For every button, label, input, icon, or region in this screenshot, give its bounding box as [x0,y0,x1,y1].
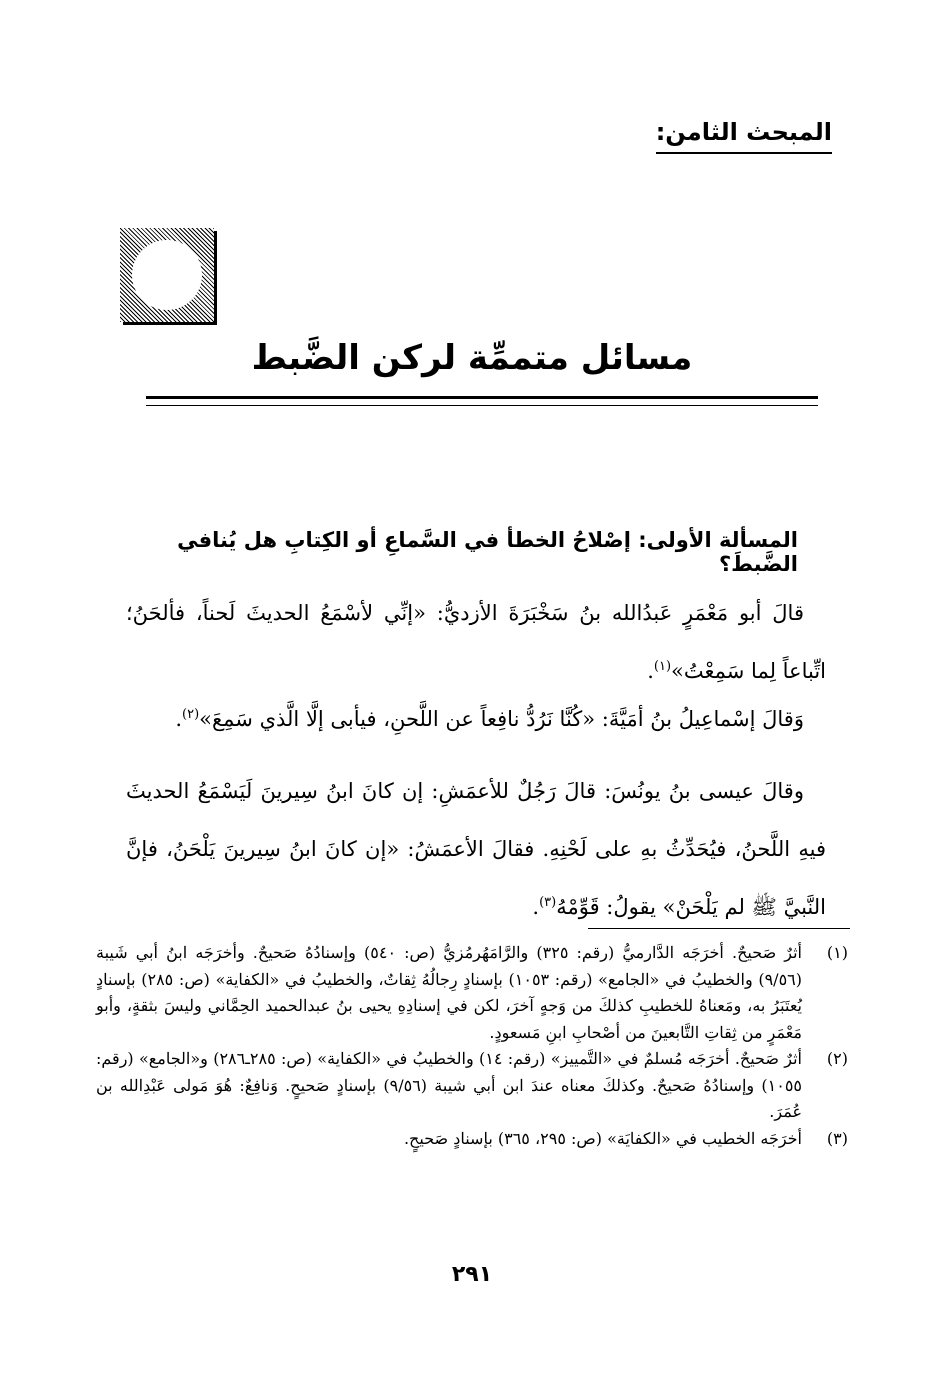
ornament-circle [132,240,202,310]
footnote-number: (٣) [826,1128,848,1148]
title-rule-thin [146,405,818,406]
page-number: ٢٩١ [451,1262,493,1287]
paragraph-end: . [647,659,654,683]
footnote-text: أثرٌ صَحيحٌ. أخرَجَه مُسلمٌ في «التَّمييز» (رقم: ١٤) والخطيبُ في «الكفاية» (ص: ٢٨٥ـ٢٨٦) و«الجامع» (رقم: ١٠٥٥) وإسنادُهُ صَحيحٌ. وكذلكَ معناه عندَ ابن أبي شيبة (٩/٥٦) بإسنادٍ صَحيحٍ. وَنافِعٌ: هُوَ مَولى عَبْدِالله بن عُمَرَ. [96,1049,803,1121]
running-head: المبحث الثامن: [656,118,832,154]
body-paragraph [126,762,826,936]
paragraph-text: وَقالَ إسْماعِيلُ بنُ أمَيَّةَ: «كُنَّا نَرُدُّ نافِعاً عن اللَّحنِ، فيأبى إلَّا الَّذي سَمِعَ» [199,707,804,731]
footnote-number: (١) [826,943,848,962]
chapter-title: مسائل متممِّة لركن الضَّبط [251,338,693,378]
footnote [96,1046,848,1126]
footnote-separator [588,928,850,929]
footnote-ref: (١) [653,659,672,674]
footnote-number: (٢) [826,1049,848,1068]
paragraph-text: وقالَ عيسى بنُ يونُسَ: قالَ رَجُلٌ للأعمَشِ: إن كانَ ابنُ سِيرينَ لَيَسْمَعُ الحديثَ فيهِ اللَّحنُ، فيُحَدِّثُ بهِ على لَحْنِهِ. فقالَ الأعمَشُ: «إن كانَ ابنُ سِيرينَ يَلْحَنُ، فإنَّ النَّبيَّ ﷺ لم يَلْحَنْ» يقولُ: قَوِّمْهُ [126,779,826,919]
section-heading: المسألة الأولى: إصْلاحُ الخطأ في السَّماعِ أو الكِتابِ هل يُنافي الضَّبطَ؟ [177,528,798,576]
chapter-ornament [120,228,214,322]
body-paragraph [126,584,826,700]
footnote-text: أخرَجَه الخطيب في «الكفايَة» (ص: ٢٩٥، ٣٦٥) بإسنادٍ صَحيحٍ. [403,1128,802,1148]
paragraph-text: قالَ أبو مَعْمَرٍ عَبدُالله بنُ سَخْبَرَةَ الأزديُّ: «إنِّي لأسْمَعُ الحديثَ لَحناً، فألحَنُ؛ اتِّباعاً لِما سَمِعْتُ» [126,601,826,683]
paragraph-end: . [532,895,540,919]
paragraph-end: . [175,707,182,731]
footnote [96,1126,848,1153]
footnote [96,940,848,1046]
footnote-text: أثرٌ صَحيحٌ. أخرَجَه الدَّارميُّ (رقم: ٣٢٥) والرَّامَهُرمُزيُّ (ص: ٥٤٠) وإسنادُهُ صَحيحٌ. وأخرَجَه ابنُ أبي شَيبة (٩/٥٦) والخطيبُ في «الجامع» (رقم: ١٠٥٣) بإسنادٍ رِجالُهُ ثِقاتٌ، والخطيبُ في «الكفاية» (ص: ٢٨٥) بإسنادٍ يُعتَبَرُ به، ومَعناهُ للخطيبِ كذلكَ من وَجهٍ آخرَ، لكن في إسنادِهِ يحيى بنُ عبدالحميد الحِمَّاني وليسَ بثقةٍ، وأبو مَعْمَرٍ من ثِقاتِ التَّابعينَ من أصْحابِ ابنِ مَسعودٍ. [96,943,803,1042]
title-rule-thick [146,396,818,399]
footnote-ref: (٣) [539,895,557,910]
footnote-ref: (٢) [182,707,200,722]
body-paragraph [126,690,826,748]
footnotes [96,940,848,1152]
